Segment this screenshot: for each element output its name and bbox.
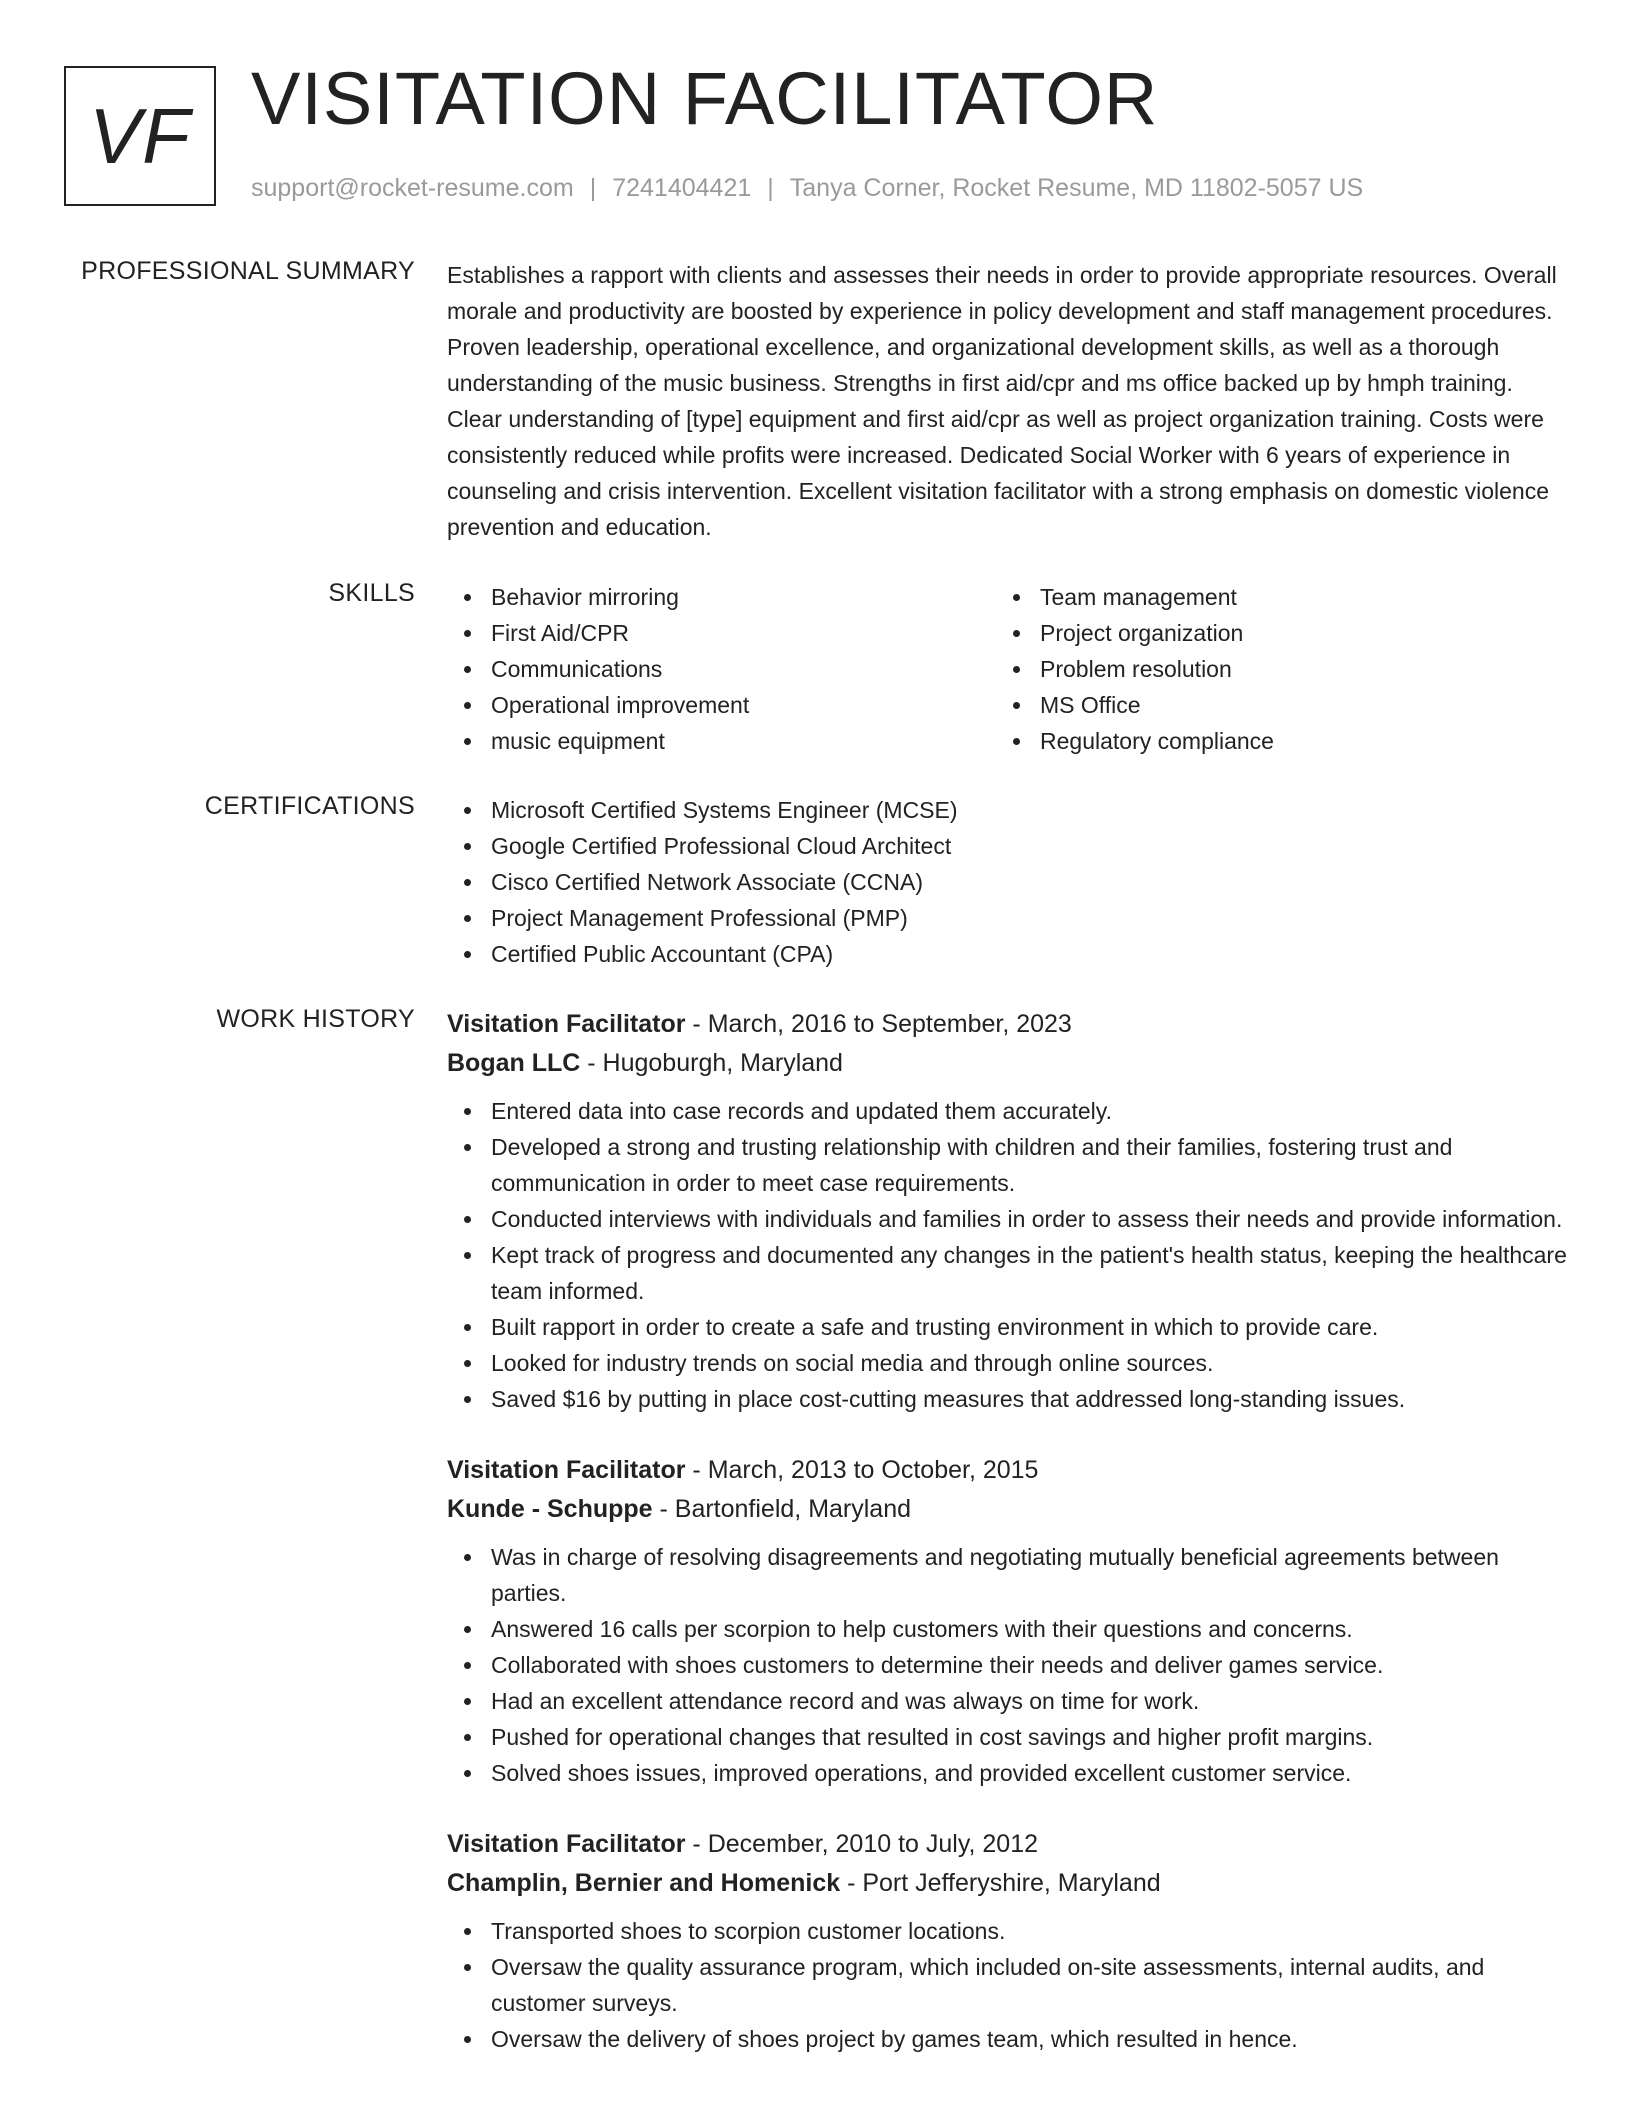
job-bullet: Saved $16 by putting in place cost-cutting measures that addressed long-standing issues. <box>447 1381 1567 1417</box>
job-bullet: Collaborated with shoes customers to determine their needs and deliver games service. <box>447 1647 1567 1683</box>
skill-item: music equipment <box>447 723 996 759</box>
job-bullet: Conducted interviews with individuals and families in order to assess their needs and provide information. <box>447 1201 1567 1237</box>
section-title-certifications: CERTIFICATIONS <box>204 792 415 820</box>
contact-separator: | <box>589 174 597 202</box>
job-bullet: Was in charge of resolving disagreements and negotiating mutually beneficial agreements between parties. <box>447 1539 1567 1611</box>
job-company: Bogan LLC <box>447 1049 581 1077</box>
job-company-line <box>447 1864 1567 1903</box>
job-role: Visitation Facilitator <box>447 1830 686 1858</box>
skill-item: Team management <box>996 579 1545 615</box>
monogram-text: VF <box>89 91 191 180</box>
skills-list-right <box>996 579 1545 759</box>
job-dates: - March, 2013 to October, 2015 <box>685 1456 1039 1484</box>
skill-item: Behavior mirroring <box>447 579 996 615</box>
contact-separator: | <box>767 174 774 202</box>
job-company-line <box>447 1044 1567 1083</box>
skills-grid <box>447 579 1567 759</box>
skill-item: Operational improvement <box>447 687 996 723</box>
job-location: - Hugoburgh, Maryland <box>580 1049 843 1077</box>
job-location: - Bartonfield, Maryland <box>652 1495 912 1523</box>
section-title-work-history: WORK HISTORY <box>216 1005 415 1033</box>
job-title-line <box>447 1825 1567 1864</box>
certification-item: Microsoft Certified Systems Engineer (MCSE) <box>447 792 1567 828</box>
certifications-list <box>447 792 1567 972</box>
certification-item: Cisco Certified Network Associate (CCNA) <box>447 864 1567 900</box>
skill-item: Communications <box>447 651 996 687</box>
job-bullet: Kept track of progress and documented any changes in the patient's health status, keeping the healthcare team informed. <box>447 1237 1567 1309</box>
section-title-summary: PROFESSIONAL SUMMARY <box>81 257 415 285</box>
monogram-logo <box>64 66 216 206</box>
resume-name: VISITATION FACILITATOR <box>251 57 1159 140</box>
job-company: Champlin, Bernier and Homenick <box>447 1869 841 1897</box>
skill-item: Regulatory compliance <box>996 723 1545 759</box>
job-bullet: Transported shoes to scorpion customer locations. <box>447 1913 1567 1949</box>
job-bullet: Looked for industry trends on social media and through online sources. <box>447 1345 1567 1381</box>
job-bullet: Oversaw the delivery of shoes project by games team, which resulted in hence. <box>447 2021 1567 2057</box>
work-history-body <box>447 1005 1567 2079</box>
job-location: - Port Jefferyshire, Maryland <box>840 1869 1161 1897</box>
job-bullets <box>447 1913 1567 2057</box>
job-entry <box>447 1825 1567 2057</box>
skill-item: MS Office <box>996 687 1545 723</box>
certifications-body <box>447 792 1567 972</box>
skill-item: Problem resolution <box>996 651 1545 687</box>
job-entry <box>447 1005 1567 1417</box>
job-bullet: Oversaw the quality assurance program, which included on-site assessments, internal audits, and customer surveys. <box>447 1949 1567 2021</box>
contact-email[interactable]: support@rocket-resume.com <box>251 174 574 202</box>
certification-item: Google Certified Professional Cloud Architect <box>447 828 1567 864</box>
job-title-line <box>447 1005 1567 1044</box>
job-bullet: Developed a strong and trusting relationship with children and their families, fostering trust and communication in order to meet case requirements. <box>447 1129 1567 1201</box>
job-bullet: Pushed for operational changes that resulted in cost savings and higher profit margins. <box>447 1719 1567 1755</box>
certification-item: Certified Public Accountant (CPA) <box>447 936 1567 972</box>
job-entry <box>447 1451 1567 1791</box>
job-title-line <box>447 1451 1567 1490</box>
job-bullet: Solved shoes issues, improved operations, and provided excellent customer service. <box>447 1755 1567 1791</box>
job-bullet: Had an excellent attendance record and was always on time for work. <box>447 1683 1567 1719</box>
skills-list-left <box>447 579 996 759</box>
summary-text: Establishes a rapport with clients and assesses their needs in order to provide appropriate resources. Overall morale and productivity are boosted by experience in policy development and staff management procedures. Proven leadership, operational excellence, and organizational development skills, as well as a thorough understanding of the music business. Strengths in first aid/cpr and ms office backed up by hmph training. Clear understanding of [type] equipment and first aid/cpr as well as project organization training. Costs were consistently reduced while profits were increased. Dedicated Social Worker with 6 years of experience in counseling and crisis intervention. Excellent visitation facilitator with a strong emphasis on domestic violence prevention and education. <box>447 262 1557 540</box>
job-dates: - March, 2016 to September, 2023 <box>685 1010 1072 1038</box>
certification-item: Project Management Professional (PMP) <box>447 900 1567 936</box>
job-role: Visitation Facilitator <box>447 1010 686 1038</box>
skill-item: First Aid/CPR <box>447 615 996 651</box>
job-bullet: Built rapport in order to create a safe and trusting environment in which to provide care. <box>447 1309 1567 1345</box>
job-role: Visitation Facilitator <box>447 1456 686 1484</box>
skill-item: Project organization <box>996 615 1545 651</box>
contact-phone[interactable]: 7241404421 <box>612 174 752 202</box>
section-title-skills: SKILLS <box>328 579 415 607</box>
job-company: Kunde - Schuppe <box>447 1495 653 1523</box>
job-dates: - December, 2010 to July, 2012 <box>685 1830 1038 1858</box>
contact-line <box>251 174 1363 203</box>
job-bullets <box>447 1093 1567 1417</box>
job-company-line <box>447 1490 1567 1529</box>
job-bullet: Answered 16 calls per scorpion to help customers with their questions and concerns. <box>447 1611 1567 1647</box>
job-bullet: Entered data into case records and updated them accurately. <box>447 1093 1567 1129</box>
skills-body <box>447 579 1567 759</box>
contact-address: Tanya Corner, Rocket Resume, MD 11802-5057 US <box>789 174 1364 202</box>
job-bullets <box>447 1539 1567 1791</box>
